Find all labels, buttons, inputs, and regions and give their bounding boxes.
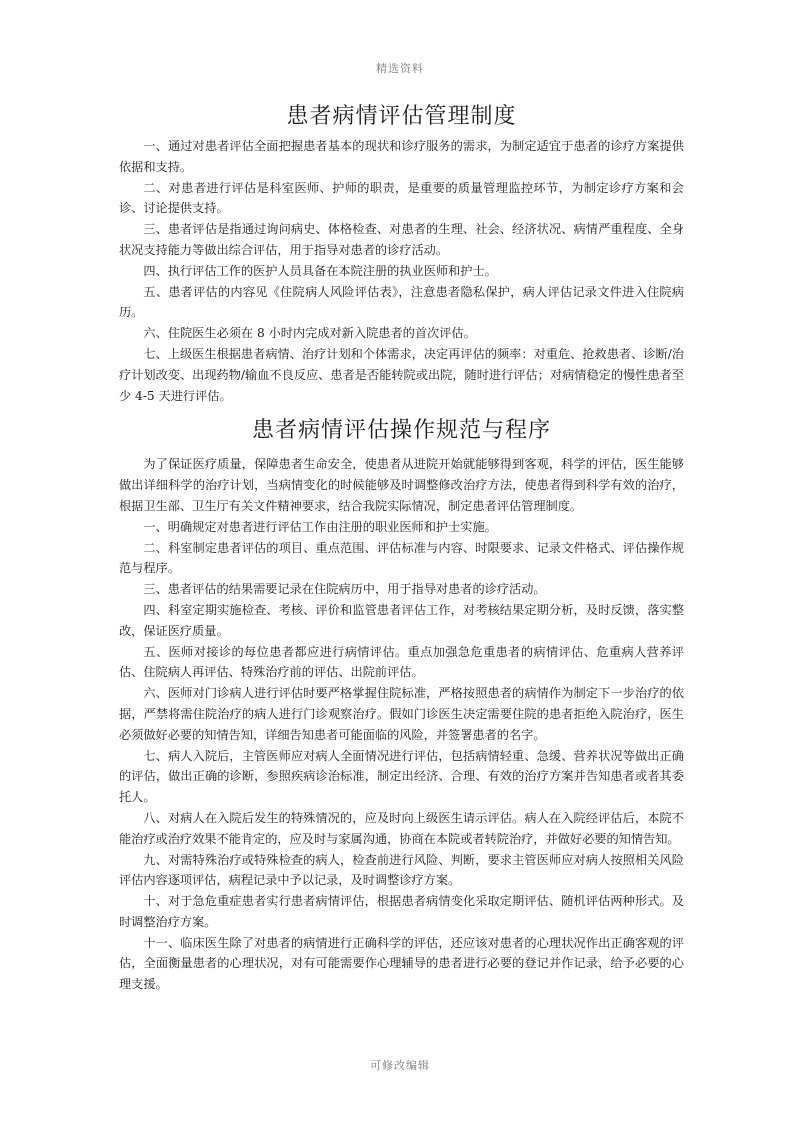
paragraph: 七、病人入院后，主管医师应对病人全面情况进行评估，包括病情轻重、急缓、营养状况等做出正确的评估，做出正确的诊断，参照疾病诊治标准，制定出经济、合理、有效的治疗方案并告知患者或者其委托人。 [119, 748, 684, 805]
paragraph: 二、对患者进行评估是科室医师、护师的职责，是重要的质量管理监控环节，为制定诊疗方案和会诊、讨论提供支持。 [119, 180, 684, 216]
section-title-operating-procedure: 患者病情评估操作规范与程序 [251, 418, 551, 444]
paragraph: 三、患者评估是指通过询问病史、体格检查、对患者的生理、社会、经济状况、病情严重程度、全身状况支持能力等做出综合评估，用于指导对患者的诊疗活动。 [119, 222, 684, 257]
paragraph: 四、科室定期实施检查、考核、评价和监管患者评估工作，对考核结果定期分析，及时反馈，落实整改，保证医疗质量。 [119, 602, 684, 638]
paragraph: 二、科室制定患者评估的项目、重点范围、评估标准与内容、时限要求、记录文件格式、评估操作规范与程序。 [119, 540, 684, 576]
paragraph: 七、上级医生根据患者病情、治疗计划和个体需求，决定再评估的频率：对重危、抢救患者、诊断/治疗计划改变、出现药物/输血不良反应、患者是否能转院或出院，随时进行评估；对病情稳定的慢性患者至少 4-5 天进行评估。 [119, 346, 684, 403]
section-management-policy [119, 136, 684, 406]
section-title-management-policy: 患者病情评估管理制度 [286, 104, 517, 129]
page-header-note: 精选资料 [376, 62, 424, 75]
paragraph: 三、患者评估的结果需要记录在住院病历中，用于指导对患者的诊疗活动。 [143, 582, 546, 597]
paragraph: 四、执行评估工作的医护人员具备在本院注册的执业医师和护士。 [143, 263, 497, 278]
page-footer-note: 可修改编辑 [370, 1059, 430, 1072]
document-body [119, 100, 684, 995]
paragraph: 六、住院医生必须在 8 小时内完成对新入院患者的首次评估。 [143, 326, 476, 341]
section-operating-procedure [119, 454, 684, 995]
paragraph: 一、通过对患者评估全面把握患者基本的现状和诊疗服务的需求，为制定适宜于患者的诊疗方案提供依据和支持。 [119, 139, 684, 174]
paragraph: 五、医师对接诊的每位患者都应进行病情评估。重点加强急危重患者的病情评估、危重病人营养评估、住院病人再评估、特殊治疗前的评估、出院前评估。 [119, 644, 684, 680]
paragraph: 十一、临床医生除了对患者的病情进行正确科学的评估，还应该对患者的心理状况作出正确客观的评估，全面衡量患者的心理状况，对有可能需要作心理辅导的患者进行必要的登记并作记录，给予必要的心理支援。 [119, 935, 684, 992]
paragraph: 八、对病人在入院后发生的特殊情况的，应及时向上级医生请示评估。病人在入院经评估后，本院不能治疗或治疗效果不能肯定的，应及时与家属沟通，协商在本院或者转院治疗，并做好必要的知情告知。 [119, 810, 684, 846]
paragraph: 五、患者评估的内容见《住院病人风险评估表》，注意患者隐私保护，病人评估记录文件进入住院病历。 [119, 284, 684, 320]
paragraph: 十、对于急危重症患者实行患者病情评估，根据患者病情变化采取定期评估、随机评估两种形式。及时调整治疗方案。 [119, 894, 684, 929]
paragraph: 一、明确规定对患者进行评估工作由注册的职业医师和护士实施。 [143, 519, 497, 534]
paragraph: 九、对需特殊治疗或特殊检查的病人，检查前进行风险、判断，要求主管医师应对病人按照相关风险评估内容逐项评估，病程记录中予以记录，及时调整诊疗方案。 [119, 852, 684, 888]
paragraph: 六、医师对门诊病人进行评估时要严格掌握住院标准，严格按照患者的病情作为制定下一步治疗的依据，严禁将需住院治疗的病人进行门诊观察治疗。假如门诊医生决定需要住院的患者拒绝入院治疗，医生必须做好必要的知情告知，详细告知患者可能面临的风险，并签署患者的名字。 [119, 686, 684, 742]
paragraph: 为了保证医疗质量，保障患者生命安全，使患者从进院开始就能够得到客观，科学的评估，医生能够做出详细科学的治疗计划，当病情变化的时候能够及时调整修改治疗方法，使患者得到科学有效的治疗，根据卫生部、卫生厅有关文件精神要求，结合我院实际情况，制定患者评估管理制度。 [119, 457, 684, 513]
